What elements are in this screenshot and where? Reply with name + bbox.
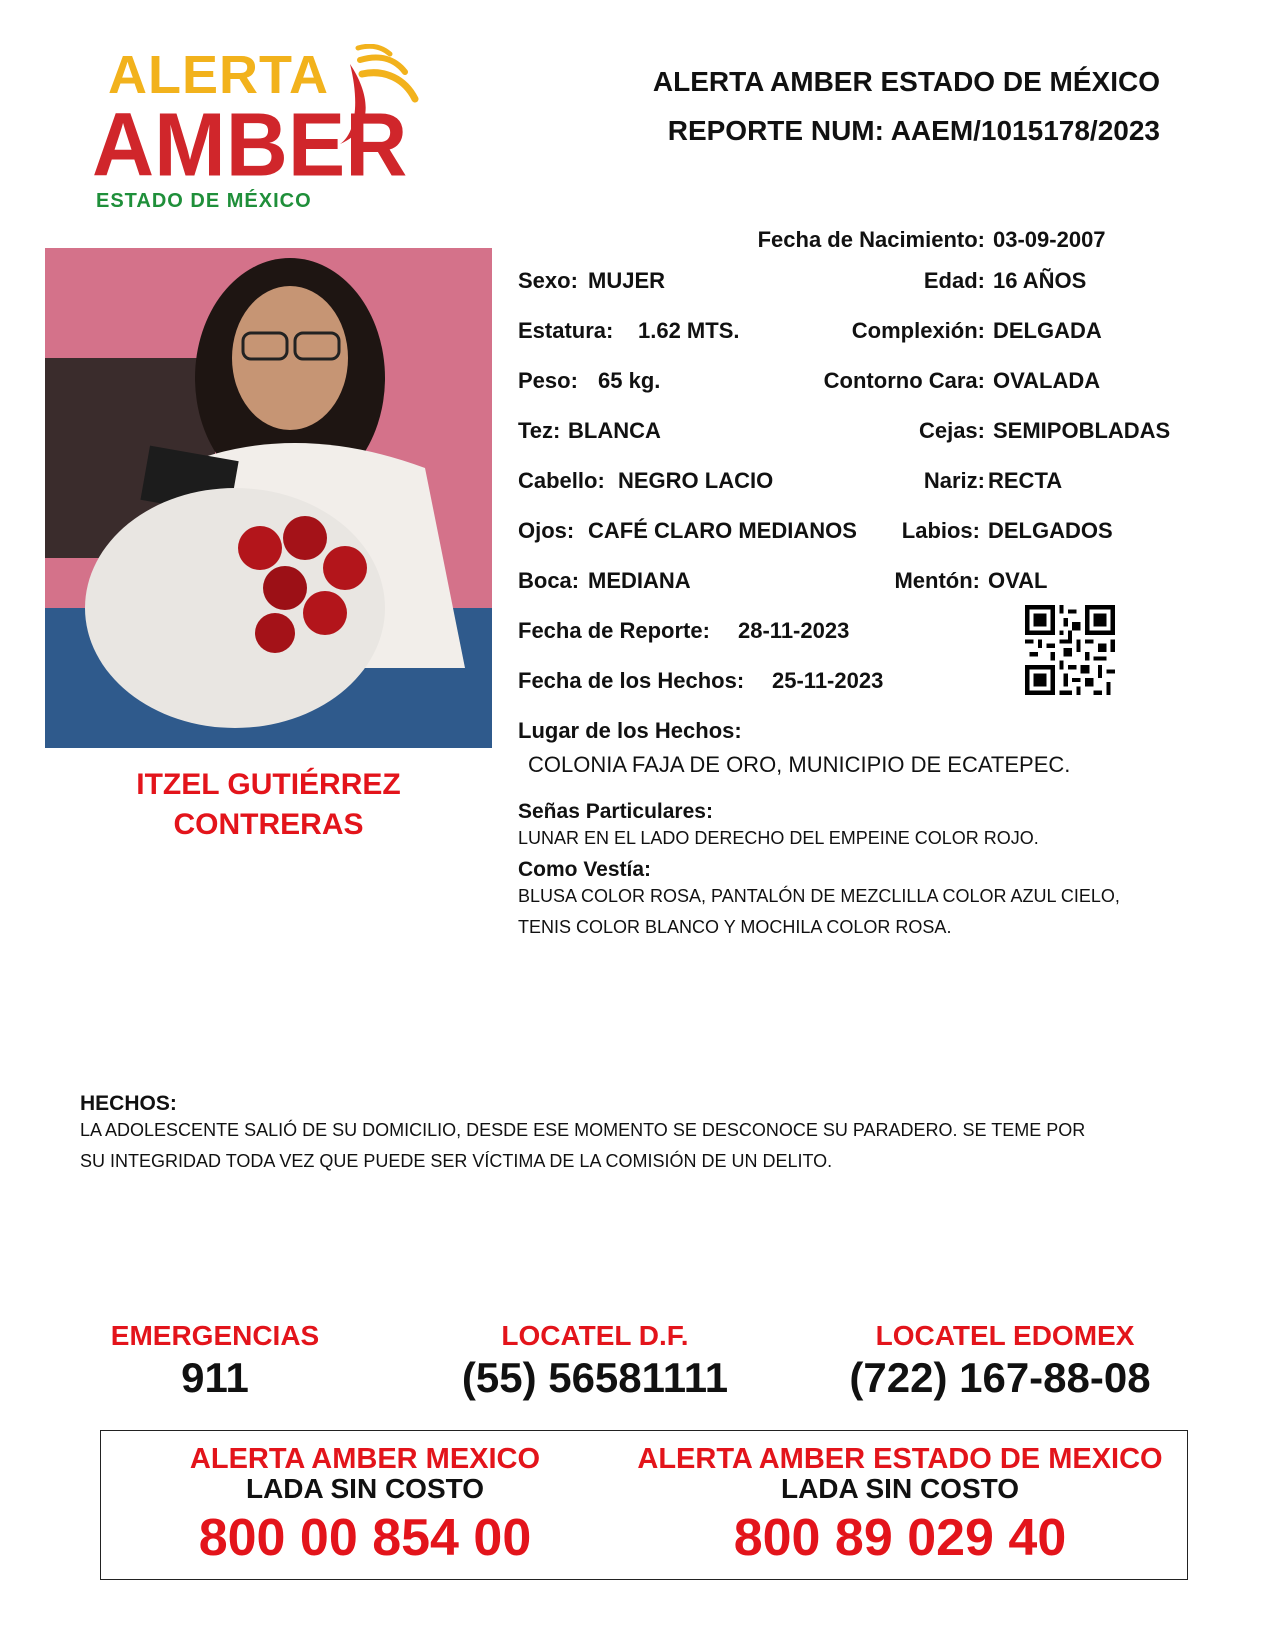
qr-code-icon[interactable] — [1025, 605, 1115, 695]
eyebrows-label: Cejas: — [918, 418, 985, 443]
nose-label: Nariz: — [923, 468, 985, 493]
build-value: DELGADA — [993, 318, 1102, 343]
clothing-line2: TENIS COLOR BLANCO Y MOCHILA COLOR ROSA. — [518, 917, 952, 937]
report-date-value: 28-11-2023 — [738, 618, 850, 643]
eyes-label: Ojos: — [518, 518, 575, 543]
contact-locatel-df-title: LOCATEL D.F. — [501, 1320, 689, 1351]
contact-emergencias-title: EMERGENCIAS — [110, 1320, 320, 1351]
toll-free-mexico-number[interactable]: 800 00 854 00 — [198, 1509, 532, 1567]
chin-value: OVAL — [988, 568, 1048, 593]
birthdate-label: Fecha de Nacimiento: — [757, 227, 985, 252]
facts-line2: SU INTEGRIDAD TODA VEZ QUE PUEDE SER VÍCTIMA DE LA COMISIÓN DE UN DELITO. — [80, 1151, 833, 1171]
marks-value: LUNAR EN EL LADO DERECHO DEL EMPEINE COLOR ROJO. — [518, 828, 1039, 848]
toll-free-edomex-number[interactable]: 800 89 029 40 — [733, 1509, 1067, 1567]
event-date-label: Fecha de los Hechos: — [518, 668, 745, 693]
lips-label: Labios: — [901, 518, 980, 543]
contact-locatel-edomex-number[interactable]: (722) 167-88-08 — [849, 1354, 1151, 1401]
hair-label: Cabello: — [518, 468, 605, 493]
eyes-value: CAFÉ CLARO MEDIANOS — [588, 518, 857, 543]
chin-label: Mentón: — [894, 568, 980, 593]
toll-free-mexico-sub: LADA SIN COSTO — [245, 1473, 484, 1504]
toll-free-edomex-title: ALERTA AMBER ESTADO DE MEXICO — [637, 1443, 1163, 1475]
report-date-label: Fecha de Reporte: — [518, 618, 710, 643]
clothing-label: Como Vestía: — [518, 858, 652, 881]
hair-value: NEGRO LACIO — [618, 468, 774, 493]
logo-subtitle: ESTADO DE MÉXICO — [96, 190, 312, 212]
person-name-line2: CONTRERAS — [173, 808, 364, 841]
age-label: Edad: — [923, 268, 985, 293]
clothing-line1: BLUSA COLOR ROSA, PANTALÓN DE MEZCLILLA COLOR AZUL CIELO, — [518, 886, 1120, 906]
place-value: COLONIA FAJA DE ORO, MUNICIPIO DE ECATEPEC. — [528, 752, 1071, 777]
lips-value: DELGADOS — [988, 518, 1113, 543]
toll-free-mexico-title: ALERTA AMBER MEXICO — [189, 1443, 541, 1475]
sex-label: Sexo: — [518, 268, 578, 293]
missing-person-photo — [45, 248, 492, 748]
mouth-value: MEDIANA — [588, 568, 691, 593]
age-value: 16 AÑOS — [993, 268, 1087, 293]
skin-label: Tez: — [518, 418, 561, 443]
header-title: ALERTA AMBER ESTADO DE MÉXICO — [652, 66, 1160, 97]
logo-alerta-text: ALERTA — [108, 45, 329, 105]
sex-value: MUJER — [588, 268, 666, 293]
eyebrows-value: SEMIPOBLADAS — [993, 418, 1171, 443]
place-label: Lugar de los Hechos: — [518, 718, 742, 743]
logo-swoosh-icon — [330, 44, 420, 154]
marks-label: Señas Particulares: — [518, 800, 713, 823]
height-label: Estatura: — [518, 318, 614, 343]
facts-line1: LA ADOLESCENTE SALIÓ DE SU DOMICILIO, DESDE ESE MOMENTO SE DESCONOCE SU PARADERO. SE TEME POR — [80, 1120, 1086, 1140]
mouth-label: Boca: — [518, 568, 580, 593]
weight-label: Peso: — [518, 368, 578, 393]
birthdate-value: 03-09-2007 — [993, 227, 1106, 252]
toll-free-edomex-sub: LADA SIN COSTO — [780, 1473, 1019, 1504]
contact-locatel-edomex-title: LOCATEL EDOMEX — [875, 1320, 1135, 1351]
event-date-value: 25-11-2023 — [772, 668, 884, 693]
logo-amber-text: AMBER — [92, 94, 408, 196]
skin-value: BLANCA — [568, 418, 661, 443]
contact-emergencias-number[interactable]: 911 — [181, 1354, 249, 1401]
facts-label: HECHOS: — [80, 1092, 177, 1115]
height-value: 1.62 MTS. — [638, 318, 740, 343]
face-shape-value: OVALADA — [993, 368, 1101, 393]
weight-value: 65 kg. — [598, 368, 661, 393]
nose-value: RECTA — [988, 468, 1063, 493]
contact-locatel-df-number[interactable]: (55) 56581111 — [461, 1354, 729, 1401]
face-shape-label: Contorno Cara: — [823, 368, 985, 393]
build-label: Complexión: — [851, 318, 985, 343]
report-number: REPORTE NUM: AAEM/1015178/2023 — [667, 115, 1160, 146]
person-name-line1: ITZEL GUTIÉRREZ — [136, 768, 401, 801]
person-name — [45, 765, 492, 845]
